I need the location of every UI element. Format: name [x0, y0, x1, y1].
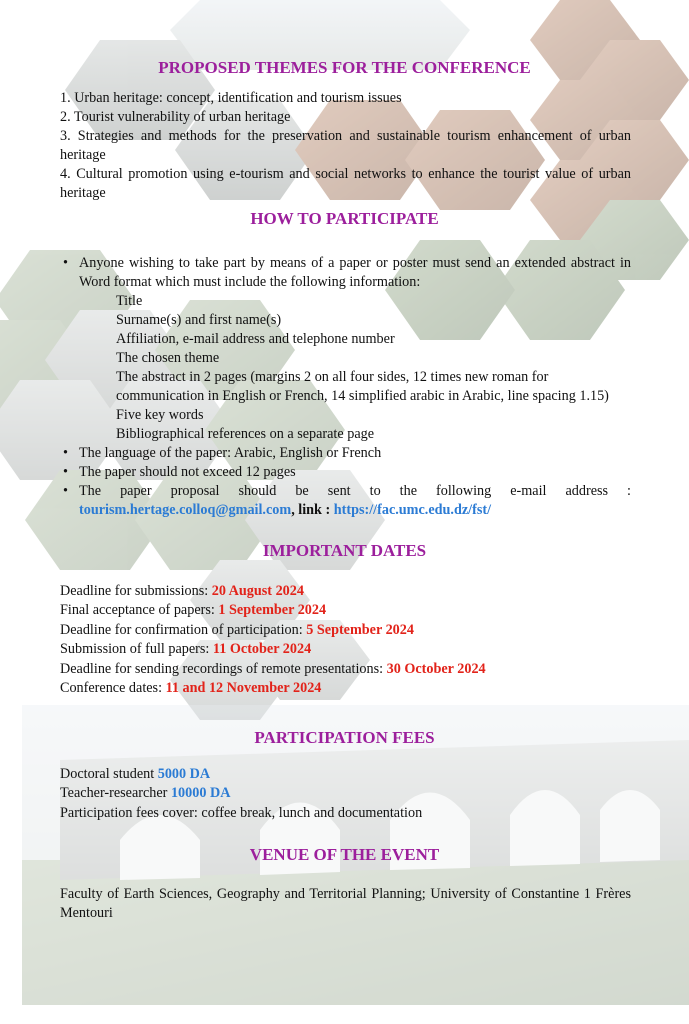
list-item: [60, 444, 631, 463]
list-item: [60, 254, 631, 444]
website-link[interactable]: https://fac.umc.edu.dz/fst/: [333, 502, 492, 518]
theme-item: 3. Strategies and methods for the preservation and sustainable tourism enhancement of urban heritage: [60, 128, 631, 163]
dates-list: [60, 582, 660, 698]
venue-title: VENUE OF THE EVENT: [249, 845, 440, 864]
requirements-list: [79, 292, 631, 444]
fee-row: [60, 784, 660, 803]
requirement-item: Affiliation, e-mail address and telephone number: [116, 331, 395, 347]
send-text: • The paper proposal should be sent to the following e-mail address :: [79, 483, 631, 499]
venue-text: Faculty of Earth Sciences, Geography and Territorial Planning; University of Constantine 1 Frères Mentouri: [60, 886, 631, 921]
fees-list: [60, 765, 660, 823]
requirement-item: Bibliographical references on a separate page: [116, 426, 375, 442]
date-label: Deadline for confirmation of participation:: [60, 621, 307, 638]
date-row: [60, 601, 660, 620]
date-label: Deadline for sending recordings of remote presentations:: [60, 660, 387, 677]
requirement-item: Surname(s) and first name(s): [116, 312, 282, 328]
language-note: The language of the paper: Arabic, English or French: [79, 445, 382, 461]
date-label: Final acceptance of papers:: [60, 602, 219, 619]
list-item: [60, 463, 631, 482]
themes-title: PROPOSED THEMES FOR THE CONFERENCE: [158, 58, 531, 77]
participate-list: [60, 254, 631, 520]
email-link[interactable]: tourism.hertage.colloq@gmail.com: [79, 502, 292, 518]
length-note: The paper should not exceed 12 pages: [79, 464, 296, 480]
fee-label: Doctoral student: [60, 766, 158, 782]
date-row: [60, 660, 660, 679]
list-item: [60, 482, 631, 520]
requirement-item: The chosen theme: [116, 350, 220, 366]
date-row: [60, 582, 660, 601]
date-row: [60, 640, 660, 659]
date-label: Deadline for submissions:: [60, 583, 212, 599]
fee-row: [60, 765, 660, 784]
date-value: 20 August 2024: [211, 583, 304, 599]
requirement-item: Five key words: [116, 407, 204, 423]
date-value: 1 September 2024: [218, 602, 327, 619]
fees-title: PARTICIPATION FEES: [254, 728, 435, 747]
requirement-item: The abstract in 2 pages (margins 2 on all four sides, 12 times new roman for communication in English or French, 14 simplified arabic in Arabic, line spacing 1.15): [116, 369, 609, 404]
participate-title: HOW TO PARTICIPATE: [250, 209, 439, 228]
date-label: Conference dates:: [60, 680, 166, 697]
theme-item: 4. Cultural promotion using e-tourism and social networks to enhance the tourist value of urban heritage: [60, 166, 631, 201]
fees-note: Participation fees cover: coffee break, lunch and documentation: [60, 804, 423, 821]
date-value: 5 September 2024: [306, 621, 414, 638]
participate-section: [60, 254, 631, 520]
date-value: 30 October 2024: [386, 660, 486, 677]
date-row: [60, 621, 660, 640]
fee-amount: 10000 DA: [170, 785, 231, 802]
requirement-item: Title: [116, 293, 143, 309]
themes-list: [60, 89, 631, 203]
theme-item: 2. Tourist vulnerability of urban heritage: [60, 109, 291, 125]
link-label: , link :: [291, 502, 331, 518]
participate-intro: Anyone wishing to take part by means of a paper or poster must send an extended abstract in Word format which must include the following information:: [79, 255, 631, 290]
date-row: [60, 679, 660, 698]
date-value: 11 October 2024: [212, 641, 312, 658]
dates-title: IMPORTANT DATES: [262, 541, 427, 560]
date-value: 11 and 12 November 2024: [165, 680, 322, 697]
fee-label: Teacher-researcher: [60, 785, 171, 802]
date-label: Submission of full papers:: [60, 641, 213, 658]
fee-amount: 5000 DA: [157, 766, 211, 782]
theme-item: 1. Urban heritage: concept, identification and tourism issues: [60, 90, 402, 106]
